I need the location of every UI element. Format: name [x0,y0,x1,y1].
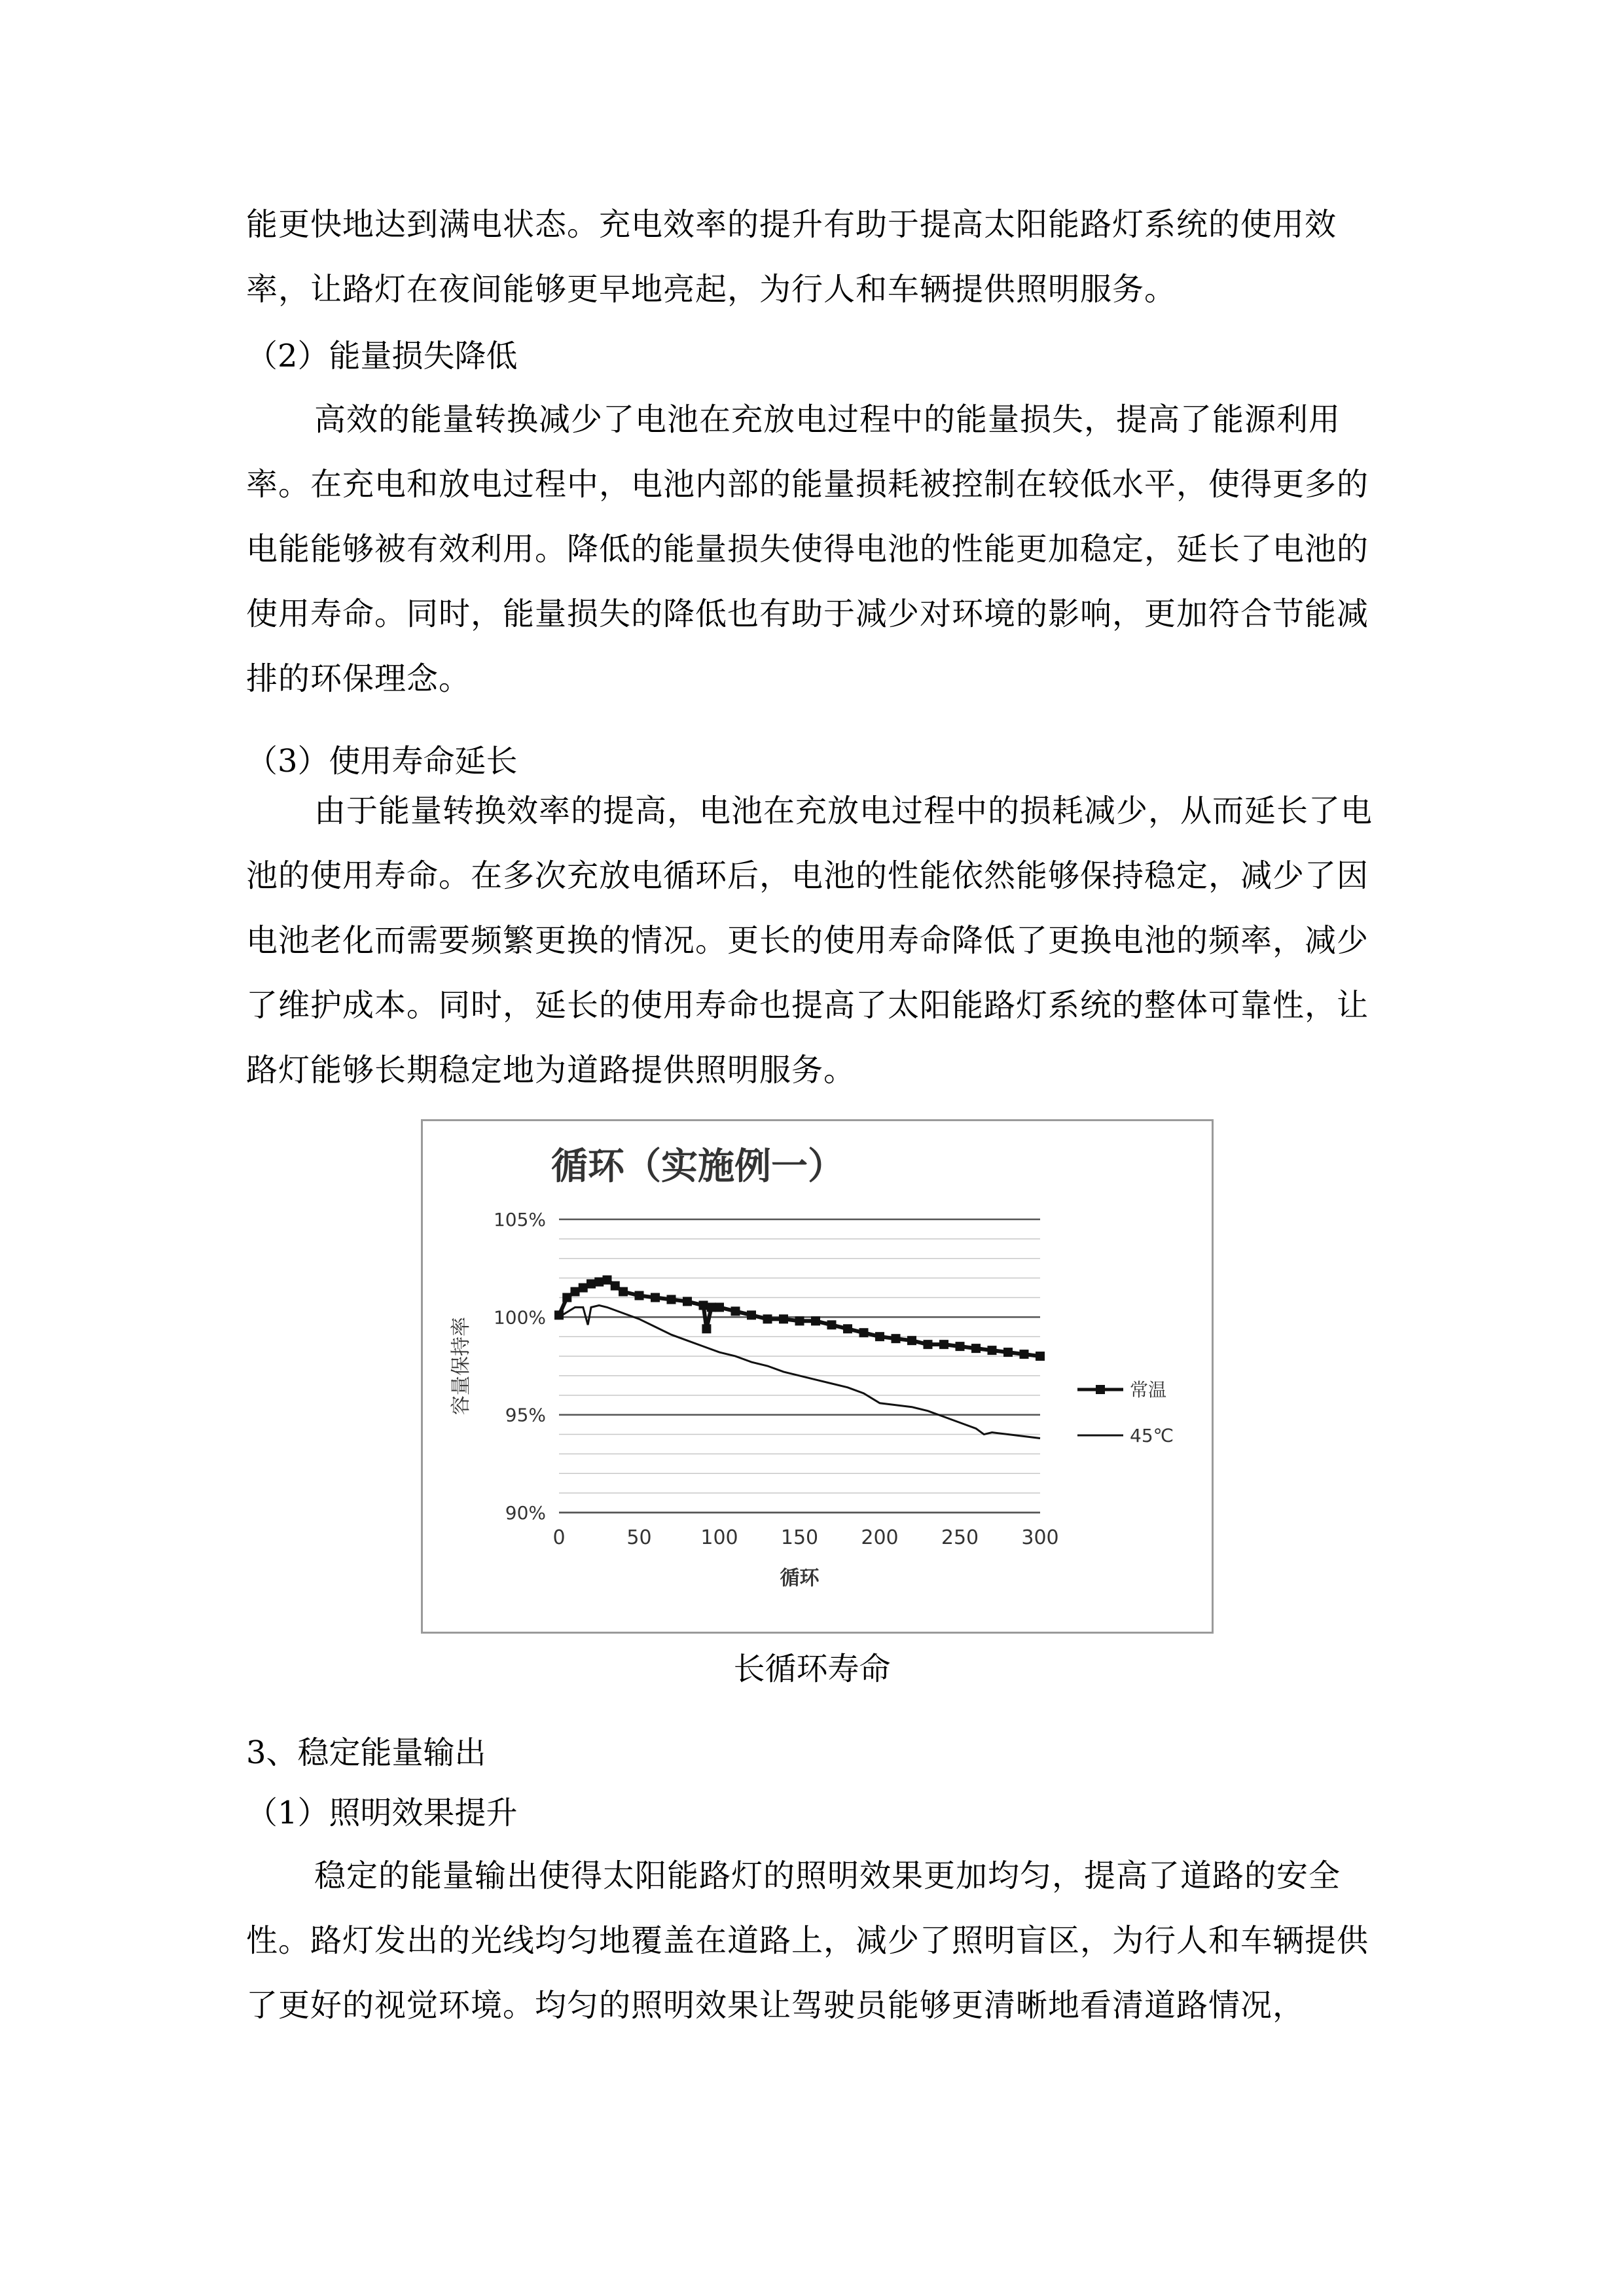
paragraph-energy-loss: 高效的能量转换减少了电池在充放电过程中的能量损失，提高了能源利用率。在充电和放电过程中，电池内部的能量损耗被控制在较低水平，使得更多的电能能够被有效利用。降低的能量损失使得电池的性能更加稳定，延长了电池的使用寿命。同时，能量损失的降低也有助于减少对环境的影响，更加符合节能减排的环保理念。 [246,401,1369,697]
chart-gridlines [559,1219,1040,1513]
y-tick-label: 90% [505,1502,546,1524]
data-point [939,1340,948,1349]
x-tick-label: 50 [626,1526,652,1549]
chart-series [554,1276,1045,1439]
cycle-life-chart [423,1121,1212,1632]
heading-lighting-effect: （1）照明效果提升 [246,1795,518,1831]
data-point [1036,1352,1045,1361]
data-point [611,1282,620,1291]
x-tick-label: 150 [780,1526,819,1549]
x-tick-label: 0 [552,1526,566,1549]
paragraph-intro: 能更快地达到满电状态。充电效率的提升有助于提高太阳能路灯系统的使用效率，让路灯在夜间能够更早地亮起，为行人和车辆提供照明服务。 [246,206,1337,308]
x-tick-label: 250 [941,1526,979,1549]
data-point [811,1316,820,1325]
cycle-life-chart-frame [421,1119,1214,1634]
data-point [619,1287,628,1297]
data-point [875,1332,884,1341]
data-point [579,1283,588,1293]
data-point [971,1344,981,1353]
paragraph-lighting-effect: 稳定的能量输出使得太阳能路灯的照明效果更加均匀，提高了道路的安全性。路灯发出的光线均匀地覆盖在道路上，减少了照明盲区，为行人和车辆提供了更好的视觉环境。均匀的照明效果让驾驶员能够更清晰地看清道路情况， [246,1857,1369,2024]
data-point [562,1293,571,1302]
paragraph-lifespan: 由于能量转换效率的提高，电池在充放电过程中的损耗减少，从而延长了电池的使用寿命。在多次充放电循环后，电池的性能依然能够保持稳定，减少了因电池老化而需要频繁更换的情况。更长的使用寿命降低了更换电池的频率，减少了维护成本。同时，延长的使用寿命也提高了太阳能路灯系统的整体可靠性，让路灯能够长期稳定地为道路提供照明服务。 [246,793,1373,1088]
y-tick-label: 100% [493,1306,546,1329]
data-point [956,1342,965,1351]
section-heading-stable-output: 3、稳定能量输出 [246,1734,486,1771]
legend-label: 常温 [1130,1379,1167,1401]
data-point [763,1314,772,1323]
x-tick-label: 200 [861,1526,899,1549]
data-point [907,1336,916,1345]
data-point [594,1278,604,1287]
x-tick-label: 100 [700,1526,738,1549]
data-point [843,1324,852,1333]
heading-energy-loss: （2）能量损失降低 [246,338,518,374]
data-point [699,1300,708,1310]
data-point [715,1302,724,1312]
chart-x-axis-label: 循环 [780,1567,820,1590]
data-point [651,1293,660,1302]
chart-tick-labels [494,1209,1059,1549]
data-point [859,1328,869,1337]
data-point [586,1280,596,1289]
chart-y-axis-label: 容量保持率 [450,1317,473,1415]
legend-label: 45℃ [1130,1425,1174,1446]
data-point [779,1314,788,1323]
data-point [603,1276,612,1285]
data-point [988,1346,997,1355]
heading-lifespan: （3）使用寿命延长 [246,743,518,780]
legend-marker [1096,1385,1105,1394]
data-point [667,1295,676,1304]
data-point [1003,1348,1013,1357]
data-point [924,1340,933,1349]
data-point [571,1287,580,1297]
y-tick-label: 105% [493,1209,546,1230]
y-tick-label: 95% [505,1404,546,1426]
data-point [747,1310,756,1319]
data-point [635,1291,644,1300]
data-point [892,1334,901,1343]
data-point [795,1316,804,1325]
data-point [1020,1350,1029,1359]
chart-legend [1077,1379,1174,1446]
figure-caption: 长循环寿命 [733,1651,891,1687]
x-tick-label: 300 [1021,1526,1059,1549]
chart-title: 循环（实施例一） [551,1145,844,1188]
data-point [707,1302,716,1312]
data-point [683,1297,692,1306]
data-point [731,1306,740,1316]
data-point [827,1320,837,1329]
data-point [702,1324,711,1333]
